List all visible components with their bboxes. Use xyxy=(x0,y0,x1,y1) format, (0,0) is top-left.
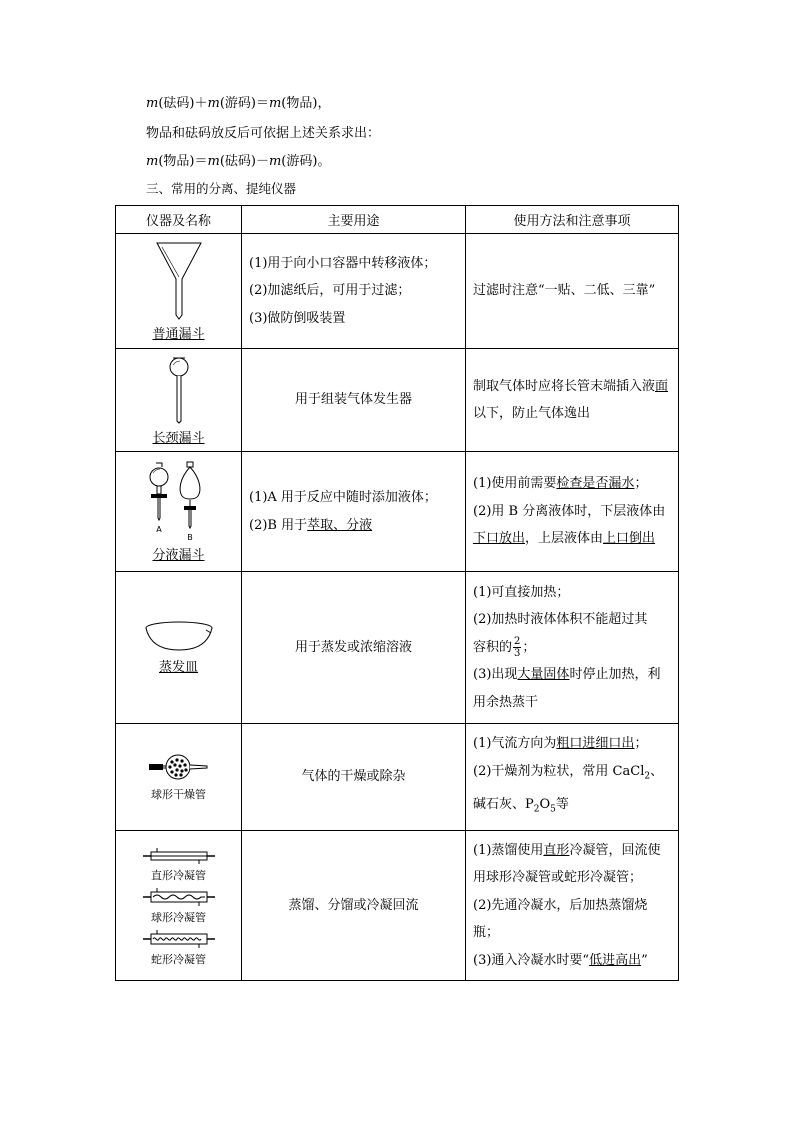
method-line: (1)使用前需要检查是否漏水； xyxy=(473,476,648,492)
use-cell: 用于组装气体发生器 xyxy=(242,349,466,452)
method-line: (3)出现大量固体时停止加热，利 xyxy=(473,667,661,683)
drying-tube-icon xyxy=(147,752,211,784)
method-cell: 制取气体时应将长管末端插入液面以下，防止气体逸出 xyxy=(466,349,679,452)
fraction: $\frac{2}{3}$ xyxy=(514,635,521,659)
instrument-name: 长颈漏斗 xyxy=(152,430,205,446)
instrument-cell xyxy=(116,349,242,452)
method-cell xyxy=(466,830,679,981)
method-line: 容积的 $\frac{2}{3}$ ； xyxy=(473,635,536,659)
instrument-cell xyxy=(116,234,242,349)
instrument-name: 球形冷凝管 xyxy=(151,911,206,925)
table-row xyxy=(116,349,679,452)
label-b: B xyxy=(186,533,193,542)
intro-line-1: m(砝码)＋m(游码)＝m(物品)， xyxy=(146,96,331,111)
instrument-name: 球形干燥管 xyxy=(151,787,206,801)
label-a: A xyxy=(155,525,162,534)
header-instrument: 仪器及名称 xyxy=(116,206,242,234)
use-cell xyxy=(242,234,466,349)
table-row xyxy=(116,234,679,349)
method-line: (1)气流方向为粗口进细口出； xyxy=(473,736,648,751)
instrument-name: 普通漏斗 xyxy=(152,326,205,342)
instrument-name: 蛇形冷凝管 xyxy=(151,953,206,967)
section-title: 三、常用的分离、提纯仪器 xyxy=(146,181,297,196)
method-line: 过滤时注意“一贴、二低、三靠” xyxy=(473,283,656,299)
use-line: (2)加滤纸后，可用于过滤； xyxy=(249,283,411,299)
method-line: (3)通入冷凝水时要“低进高出” xyxy=(473,952,648,968)
method-cell xyxy=(466,572,679,724)
method-line: 用球形冷凝管或蛇形冷凝管； xyxy=(473,870,643,886)
use-cell: 用于蒸发或浓缩溶液 xyxy=(242,572,466,724)
use-line: (3)做防倒吸装置 xyxy=(249,310,346,326)
use-cell: 蒸馏、分馏或冷凝回流 xyxy=(242,830,466,981)
use-line: (1)A 用于反应中随时添加液体； xyxy=(249,490,437,505)
table-header-row xyxy=(116,206,679,234)
instrument-cell xyxy=(116,724,242,831)
intro-line-2: 物品和砝码放反后可依据上述关系求出： xyxy=(146,126,381,141)
bulb-condenser-icon xyxy=(141,887,217,907)
method-cell xyxy=(466,724,679,831)
instrument-name: 直形冷凝管 xyxy=(151,869,206,883)
table-row xyxy=(116,452,679,572)
instrument-cell xyxy=(116,572,242,724)
coil-condenser-icon xyxy=(141,929,217,949)
method-line: (2)用 B 分离液体时，下层液体由下口放出，上层液体由上口倒出 xyxy=(473,503,666,547)
table-row xyxy=(116,724,679,831)
header-method: 使用方法和注意事项 xyxy=(466,206,679,234)
evaporating-dish-icon xyxy=(143,620,215,654)
instrument-name: 蒸发皿 xyxy=(158,660,198,675)
method-line: 碱石灰、$P_2O_5$等 xyxy=(473,796,569,815)
use-cell xyxy=(242,452,466,572)
instrument-cell xyxy=(116,452,242,572)
method-cell xyxy=(466,234,679,349)
long-neck-funnel-icon xyxy=(164,355,194,425)
header-use: 主要用途 xyxy=(242,206,466,234)
common-funnel-icon xyxy=(154,241,204,321)
method-line: (1)可直接加热； xyxy=(473,584,570,600)
method-line: (2)加热时液体体积不能超过其 xyxy=(473,612,648,628)
instrument-name: 分液漏斗 xyxy=(152,548,205,563)
instrument-cell xyxy=(116,830,242,981)
method-line: (1)蒸馏使用直形冷凝管，回流使 xyxy=(473,842,661,858)
use-line: (1)用于向小口容器中转移液体； xyxy=(249,255,437,271)
method-cell xyxy=(466,452,679,572)
table-row xyxy=(116,572,679,724)
use-line: (2)B 用于萃取、分液 xyxy=(249,517,373,533)
method-line: (2)先通冷凝水，后加热蒸馏烧瓶； xyxy=(473,897,648,941)
instrument-table xyxy=(115,205,679,981)
use-cell: 气体的干燥或除杂 xyxy=(242,724,466,831)
intro-line-3: m(物品)＝m(砝码)－m(游码)。 xyxy=(146,154,331,169)
straight-condenser-icon xyxy=(141,847,217,865)
table-row xyxy=(116,830,679,981)
method-line: (2)干燥剂为粒状，常用 CaCl$_2$、 xyxy=(473,763,664,782)
method-line: 用余热蒸干 xyxy=(473,694,539,710)
separatory-funnel-icon xyxy=(144,460,214,542)
